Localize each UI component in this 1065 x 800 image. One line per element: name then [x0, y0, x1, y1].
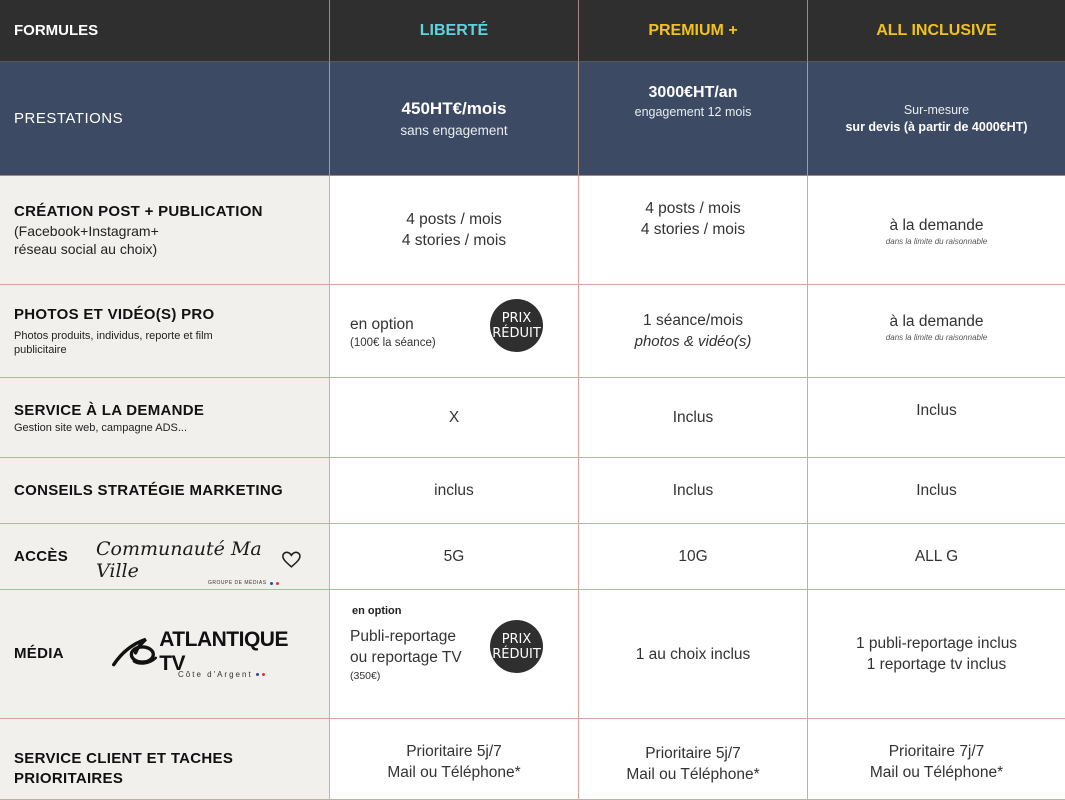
header-plan-all-inclusive: [808, 0, 1065, 62]
price-liberte-note: sans engagement: [400, 123, 508, 138]
service-allinc-value: Inclus: [916, 402, 957, 419]
header-plan-premium: [579, 0, 808, 62]
media-allinc-line2: 1 reportage tv inclus: [866, 656, 1007, 673]
atv-dot-blue: [256, 673, 259, 676]
photos-premium: [579, 285, 808, 378]
badge-line1: PRIX: [501, 310, 532, 326]
header-plan-liberte: [330, 0, 579, 62]
creation-liberte-line1: 4 posts / mois: [406, 211, 502, 228]
media-liberte-line1: Publi-reportage: [350, 628, 456, 645]
creation-allinc: [808, 176, 1065, 285]
service-liberte-value: X: [448, 409, 460, 426]
creation-title: CRÉATION POST + PUBLICATION: [14, 203, 263, 220]
photos-liberte-small: (100€ la séance): [350, 336, 436, 349]
client-allinc-line2: Mail ou Téléphone*: [869, 764, 1004, 781]
atv-logo-text: ATLANTIQUE TV: [159, 628, 288, 675]
client-liberte-line1: Prioritaire 5j/7: [406, 743, 502, 760]
flag-dot-blue: [270, 582, 273, 585]
price-allinc-line1: Sur-mesure: [903, 103, 970, 117]
creation-liberte-line2: 4 stories / mois: [401, 232, 507, 249]
price-premium-cell: [579, 62, 808, 176]
row-label-conseils: [0, 458, 330, 524]
price-liberte-cell: [330, 62, 579, 176]
conseils-allinc-value: Inclus: [916, 482, 957, 499]
plan-name-all-inclusive: ALL INCLUSIVE: [876, 21, 997, 39]
media-allinc-line1: 1 publi-reportage inclus: [855, 635, 1018, 652]
service-liberte: [330, 378, 579, 458]
media-allinc: [808, 590, 1065, 719]
badge-line1: PRIX: [501, 631, 532, 647]
plan-name-premium: PREMIUM +: [648, 21, 738, 39]
conseils-premium-value: Inclus: [672, 482, 714, 499]
media-liberte-small: (350€): [350, 670, 381, 682]
service-premium: [579, 378, 808, 458]
creation-premium-line1: 4 posts / mois: [645, 200, 741, 217]
atlantique-tv-logo: [112, 628, 294, 679]
photos-title: PHOTOS ET VIDÉO(S) PRO: [14, 306, 215, 323]
cmv-logo-sub: GROUPE DE MÉDIAS: [208, 580, 267, 586]
cmv-logo-text: Communauté Ma Ville: [96, 538, 262, 582]
creation-allinc-main: à la demande: [889, 216, 984, 234]
conseils-allinc: [808, 458, 1065, 524]
price-allinc-line2: sur devis (à partir de 4000€HT): [845, 120, 1028, 134]
media-liberte: [330, 590, 579, 719]
photos-sub: Photos produits, individus, reporte et film publicitaire: [14, 330, 213, 356]
client-premium: [579, 719, 808, 800]
conseils-title: CONSEILS STRATÉGIE MARKETING: [14, 481, 283, 499]
creation-sub-1: (Facebook+Instagram+: [14, 223, 159, 239]
header-formules: [0, 0, 330, 62]
photos-liberte: [330, 285, 579, 378]
photos-allinc-main: à la demande: [889, 313, 984, 330]
acces-premium: [579, 524, 808, 590]
acces-title: ACCÈS: [14, 547, 69, 565]
flag-dot-red: [276, 582, 279, 585]
prix-reduit-badge: [490, 620, 543, 673]
row-label-client: [0, 719, 330, 800]
creation-sub-2: réseau social au choix): [14, 241, 158, 257]
client-premium-line1: Prioritaire 5j/7: [645, 745, 741, 762]
service-sub: Gestion site web, campagne ADS...: [14, 421, 188, 434]
acces-liberte: [330, 524, 579, 590]
conseils-liberte-value: inclus: [434, 482, 474, 499]
photos-allinc: [808, 285, 1065, 378]
photos-liberte-main: en option: [350, 315, 414, 333]
creation-liberte: [330, 176, 579, 285]
formules-label: FORMULES: [14, 22, 99, 39]
photos-premium-main: 1 séance/mois: [643, 312, 743, 329]
media-premium: [579, 590, 808, 719]
price-premium: 3000€HT/an: [648, 84, 738, 101]
creation-allinc-small: dans la limite du raisonnable: [885, 236, 988, 246]
client-title-2: PRIORITAIRES: [14, 770, 124, 787]
row-label-service: [0, 378, 330, 458]
communaute-ma-ville-logo: [96, 538, 301, 586]
price-premium-note: engagement 12 mois: [634, 105, 752, 119]
acces-allinc: [808, 524, 1065, 590]
client-premium-line2: Mail ou Téléphone*: [626, 766, 760, 783]
photos-premium-italic: photos & vidéo(s): [634, 333, 752, 350]
heart-icon: [282, 550, 301, 570]
badge-line2: RÉDUIT: [492, 325, 541, 341]
service-allinc: [808, 378, 1065, 458]
prestations-label-cell: [0, 62, 330, 176]
client-liberte-line2: Mail ou Téléphone*: [387, 764, 521, 781]
row-label-acces: [0, 524, 330, 590]
atv-logo-sub: Côte d'Argent: [178, 670, 253, 679]
client-title-1: SERVICE CLIENT ET TACHES: [14, 750, 234, 767]
acces-premium-value: 10G: [678, 548, 708, 565]
row-label-photos: [0, 285, 330, 378]
media-premium-value: 1 au choix inclus: [635, 645, 751, 663]
conseils-premium: [579, 458, 808, 524]
media-liberte-top: en option: [352, 605, 402, 617]
conseils-liberte: [330, 458, 579, 524]
creation-premium-line2: 4 stories / mois: [640, 221, 746, 238]
atv-dot-red: [262, 673, 265, 676]
price-allinc-cell: [808, 62, 1065, 176]
photos-allinc-small: dans la limite du raisonnable: [885, 333, 988, 342]
acces-liberte-value: 5G: [443, 548, 465, 565]
price-liberte: 450HT€/mois: [401, 99, 507, 118]
plan-name-liberte: LIBERTÉ: [419, 21, 489, 39]
client-liberte: [330, 719, 579, 800]
badge-line2: RÉDUIT: [492, 646, 541, 662]
prix-reduit-badge: [490, 299, 543, 352]
acces-allinc-value: ALL G: [914, 548, 959, 565]
prestations-label: PRESTATIONS: [14, 110, 124, 127]
service-title: SERVICE À LA DEMANDE: [14, 401, 205, 419]
row-label-media: [0, 590, 330, 719]
media-liberte-line2: ou reportage TV: [350, 649, 462, 666]
media-title: MÉDIA: [14, 645, 64, 662]
creation-premium: [579, 176, 808, 285]
row-label-creation: [0, 176, 330, 285]
client-allinc-line1: Prioritaire 7j/7: [888, 743, 985, 760]
service-premium-value: Inclus: [672, 409, 714, 426]
client-allinc: [808, 719, 1065, 800]
atlantique-tv-emblem-icon: [112, 633, 159, 671]
